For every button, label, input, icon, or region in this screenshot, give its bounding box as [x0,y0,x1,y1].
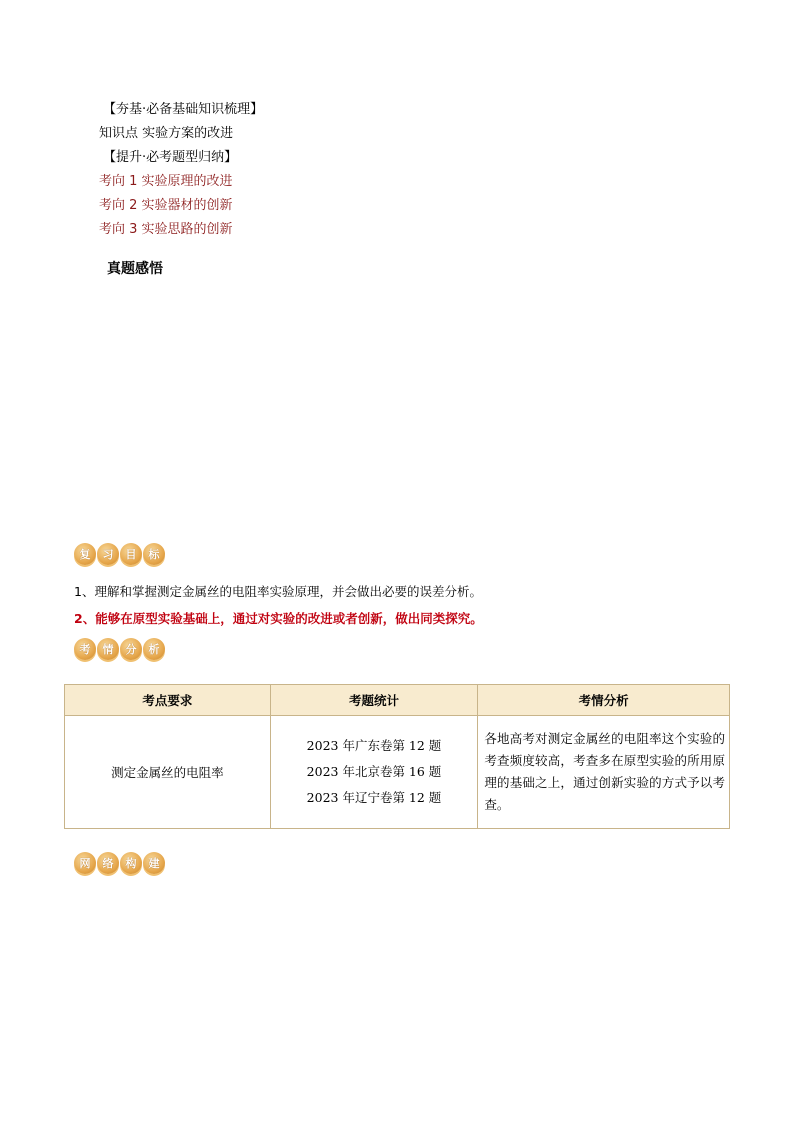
badge-ball: 络 [97,852,119,874]
table-row [65,716,730,829]
stat-line: 2023 年广东卷第 12 题 [306,738,442,753]
header-analysis: 考情分析 [478,685,730,716]
badge-ball: 标 [143,543,165,565]
toc-direction-1[interactable]: 考向 1 实验原理的改进 [99,174,233,189]
badge-ball: 情 [97,638,119,660]
header-topic: 考点要求 [65,685,271,716]
exam-analysis-badge [74,638,165,660]
badge-ball: 考 [74,638,96,660]
badge-ball: 复 [74,543,96,565]
section-title-real-exam: 真题感悟 [107,261,163,277]
exam-analysis-table [64,684,730,829]
network-badge [74,852,165,874]
toc-heading-basic: 【夯基·必备基础知识梳理】 [103,102,264,117]
badge-ball: 目 [120,543,142,565]
cell-stats [270,716,478,829]
badge-ball: 网 [74,852,96,874]
goal-1: 1、理解和掌握测定金属丝的电阻率实验原理，并会做出必要的误差分析。 [74,584,482,599]
header-stats: 考题统计 [270,685,478,716]
badge-ball: 建 [143,852,165,874]
badge-ball: 习 [97,543,119,565]
badge-ball: 构 [120,852,142,874]
cell-analysis: 各地高考对测定金属丝的电阻率这个实验的考查频度较高，考查多在原型实验的所用原理的基础之上，通过创新实验的方式予以考查。 [478,716,730,829]
toc-heading-advanced: 【提升·必考题型归纳】 [103,150,238,165]
review-goals-badge [74,543,165,565]
toc-direction-2[interactable]: 考向 2 实验器材的创新 [99,198,233,213]
toc-direction-3[interactable]: 考向 3 实验思路的创新 [99,222,233,237]
badge-ball: 分 [120,638,142,660]
goal-2: 2、能够在原型实验基础上，通过对实验的改进或者创新，做出同类探究。 [74,611,483,626]
stat-line: 2023 年北京卷第 16 题 [306,764,442,779]
toc-knowledge-point[interactable]: 知识点 实验方案的改进 [99,126,234,141]
cell-topic: 测定金属丝的电阻率 [65,716,271,829]
table-header-row [65,685,730,716]
stat-line: 2023 年辽宁卷第 12 题 [306,790,442,805]
table-of-contents [99,98,263,242]
badge-ball: 析 [143,638,165,660]
